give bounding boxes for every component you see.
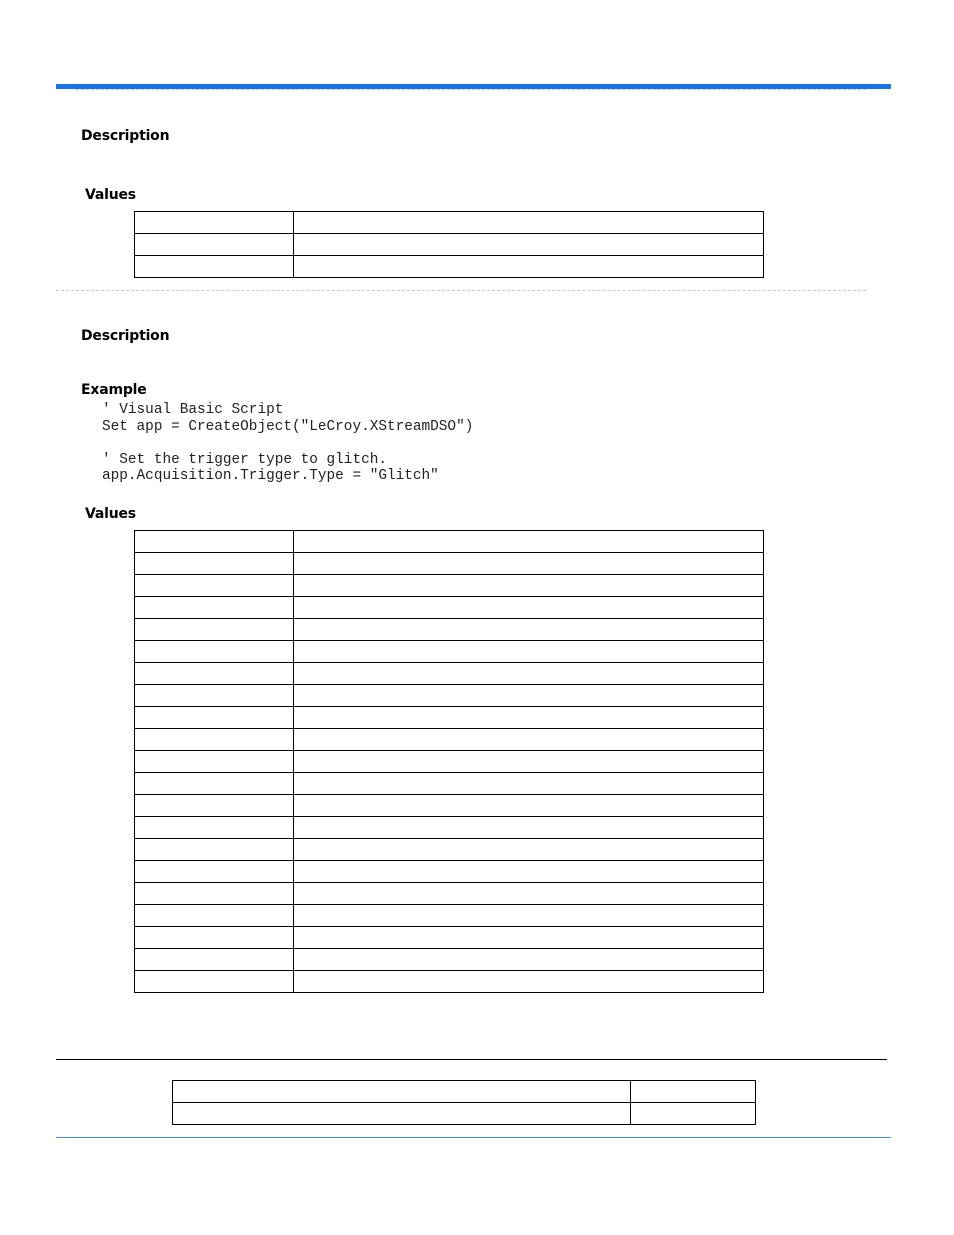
table-cell xyxy=(135,839,294,861)
table-row xyxy=(135,663,764,685)
table-row xyxy=(135,707,764,729)
table-cell xyxy=(294,949,764,971)
table-cell xyxy=(294,751,764,773)
table-cell xyxy=(135,575,294,597)
table-cell xyxy=(135,597,294,619)
table-cell xyxy=(294,883,764,905)
table-cell xyxy=(135,663,294,685)
table-cell xyxy=(135,641,294,663)
table-row xyxy=(135,883,764,905)
code-line: ' Set the trigger type to glitch. xyxy=(102,451,387,468)
code-line xyxy=(102,435,473,452)
table-row xyxy=(135,861,764,883)
code-line: Set app = CreateObject("LeCroy.XStreamDSO") xyxy=(102,418,474,435)
table-row xyxy=(135,751,764,773)
table-cell xyxy=(135,234,294,256)
table-cell xyxy=(135,707,294,729)
table-cell xyxy=(631,1103,756,1125)
table-cell xyxy=(173,1081,631,1103)
table-cell xyxy=(135,773,294,795)
table-cell xyxy=(135,212,294,234)
table-row xyxy=(135,685,764,707)
table-cell xyxy=(294,685,764,707)
table-row xyxy=(135,597,764,619)
table-row xyxy=(135,839,764,861)
section1-values-heading: Values xyxy=(85,187,136,203)
table-row xyxy=(135,927,764,949)
table-row xyxy=(173,1081,756,1103)
table-cell xyxy=(135,795,294,817)
table-cell xyxy=(294,861,764,883)
code-line: app.Acquisition.Trigger.Type = "Glitch" xyxy=(102,468,439,484)
table-cell xyxy=(294,817,764,839)
section2-values-heading: Values xyxy=(85,506,136,522)
table-cell xyxy=(294,927,764,949)
table-row xyxy=(135,641,764,663)
section2-values-table xyxy=(134,530,764,993)
table-row xyxy=(135,817,764,839)
table-row xyxy=(135,949,764,971)
table-row xyxy=(135,234,764,256)
table-cell xyxy=(294,553,764,575)
footer-table xyxy=(172,1080,756,1125)
table-cell xyxy=(294,839,764,861)
table-row xyxy=(135,905,764,927)
table-cell xyxy=(294,905,764,927)
table-cell xyxy=(135,685,294,707)
header-dashed-rule xyxy=(76,89,866,90)
section1-description-heading: Description xyxy=(81,128,170,144)
table-row xyxy=(135,531,764,553)
table-cell xyxy=(135,729,294,751)
table-cell xyxy=(135,817,294,839)
table-cell xyxy=(135,256,294,278)
table-cell xyxy=(294,663,764,685)
table-cell xyxy=(294,971,764,993)
table-row xyxy=(135,773,764,795)
table-row xyxy=(173,1103,756,1125)
bottom-rule xyxy=(56,1059,887,1060)
section-dashed-separator xyxy=(56,290,866,291)
table-cell xyxy=(294,795,764,817)
table-cell xyxy=(135,531,294,553)
table-row xyxy=(135,256,764,278)
table-row xyxy=(135,619,764,641)
table-cell xyxy=(294,597,764,619)
table-cell xyxy=(294,212,764,234)
section1-values-table xyxy=(134,211,764,278)
table-cell xyxy=(135,751,294,773)
table-cell xyxy=(294,641,764,663)
table-row xyxy=(135,212,764,234)
table-row xyxy=(135,553,764,575)
table-cell xyxy=(294,575,764,597)
table-cell xyxy=(135,927,294,949)
table-row xyxy=(135,729,764,751)
table-cell xyxy=(294,234,764,256)
table-row xyxy=(135,971,764,993)
table-cell xyxy=(135,553,294,575)
table-row xyxy=(135,575,764,597)
table-cell xyxy=(294,707,764,729)
table-cell xyxy=(135,971,294,993)
table-cell xyxy=(135,905,294,927)
section2-description-heading: Description xyxy=(81,328,170,344)
table-cell xyxy=(294,531,764,553)
section2-example-heading: Example xyxy=(81,382,147,398)
table-cell xyxy=(173,1103,631,1125)
footer-rule xyxy=(56,1137,891,1138)
table-cell xyxy=(135,619,294,641)
table-cell xyxy=(135,861,294,883)
table-cell xyxy=(135,883,294,905)
code-line: ' Visual Basic Script xyxy=(102,402,284,418)
table-cell xyxy=(294,773,764,795)
table-cell xyxy=(294,729,764,751)
example-code-block xyxy=(102,402,473,485)
table-cell xyxy=(294,256,764,278)
table-row xyxy=(135,795,764,817)
table-cell xyxy=(631,1081,756,1103)
table-cell xyxy=(135,949,294,971)
table-cell xyxy=(294,619,764,641)
